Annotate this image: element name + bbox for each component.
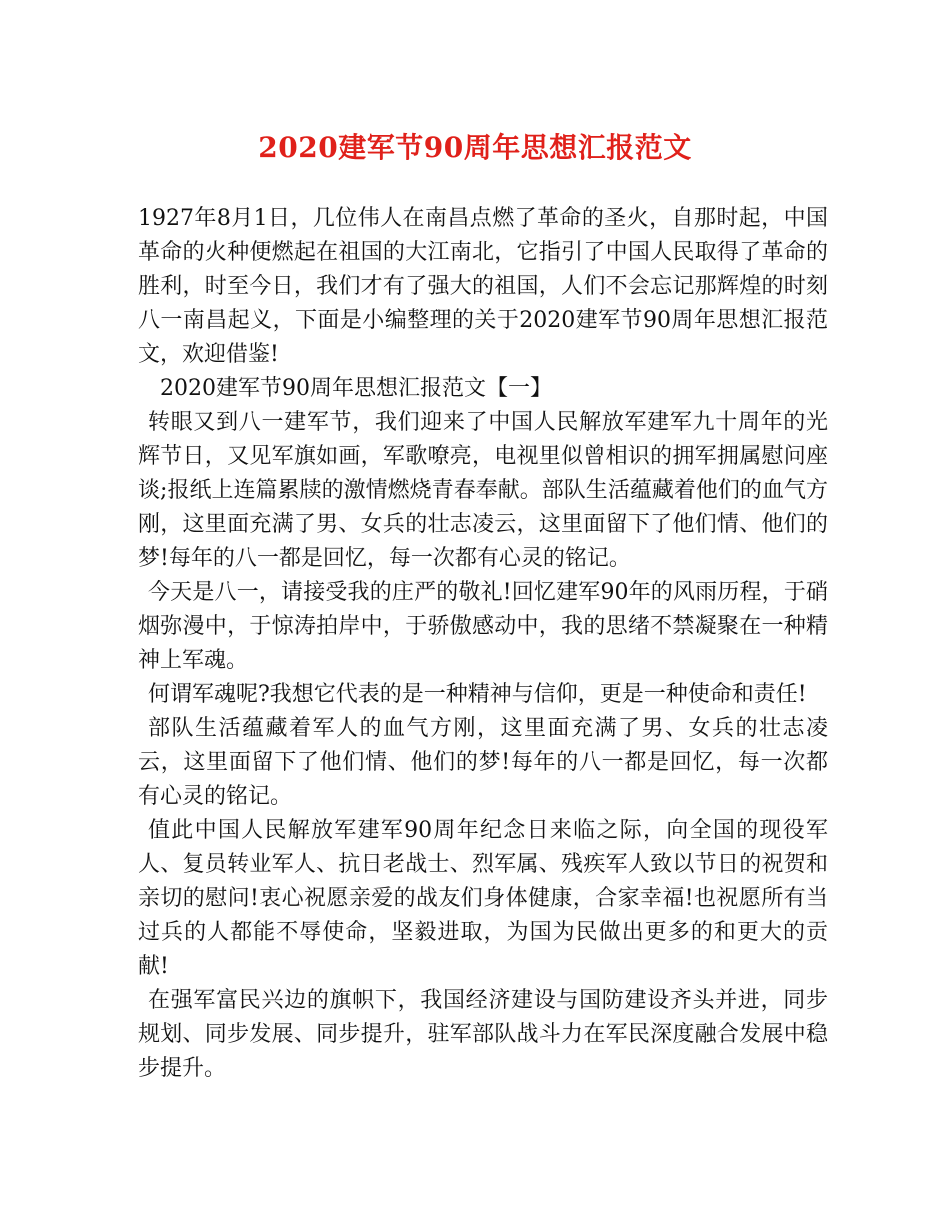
- paragraph: 何谓军魂呢?我想它代表的是一种精神与信仰，更是一种使命和责任!: [148, 682, 807, 707]
- document-body: [138, 202, 828, 1086]
- section-heading: 2020建军节90周年思想汇报范文【一】: [160, 376, 552, 401]
- paragraph: 部队生活蕴藏着军人的血气方刚，这里面充满了男、女兵的壮志凌云，这里面留下了他们情、他们的梦!每年的八一都是回忆，每一次都有心灵的铭记。: [138, 716, 828, 809]
- paragraph: 值此中国人民解放军建军90周年纪念日来临之际，向全国的现役军人、复员转业军人、抗日老战士、烈军属、残疾军人致以节日的祝贺和亲切的慰问!衷心祝愿亲爱的战友们身体健康，合家幸福!也祝愿所有当过兵的人都能不辱使命，坚毅进取，为国为民做出更多的和更大的贡献!: [138, 818, 828, 979]
- paragraph: 转眼又到八一建军节，我们迎来了中国人民解放军建军九十周年的光辉节日，又见军旗如画，军歌嘹亮，电视里似曾相识的拥军拥属慰问座谈;报纸上连篇累牍的激情燃烧青春奉献。部队生活蕴藏着他们的血气方刚，这里面充满了男、女兵的壮志凌云，这里面留下了他们情、他们的梦!每年的八一都是回忆，每一次都有心灵的铭记。: [138, 410, 828, 571]
- paragraph: 今天是八一，请接受我的庄严的敬礼!回忆建军90年的风雨历程，于硝烟弥漫中，于惊涛拍岸中，于骄傲感动中，我的思绪不禁凝聚在一种精神上军魂。: [138, 580, 828, 673]
- document-title: 2020建军节90周年思想汇报范文: [258, 131, 692, 164]
- paragraph: 在强军富民兴边的旗帜下，我国经济建设与国防建设齐头并进，同步规划、同步发展、同步提升，驻军部队战斗力在军民深度融合发展中稳步提升。: [138, 988, 828, 1081]
- paragraph-intro: 1927年8月1日，几位伟人在南昌点燃了革命的圣火，自那时起，中国革命的火种便燃起在祖国的大江南北，它指引了中国人民取得了革命的胜利，时至今日，我们才有了强大的祖国，人们不会忘记那辉煌的时刻八一南昌起义，下面是小编整理的关于2020建军节90周年思想汇报范文，欢迎借鉴!: [138, 206, 828, 367]
